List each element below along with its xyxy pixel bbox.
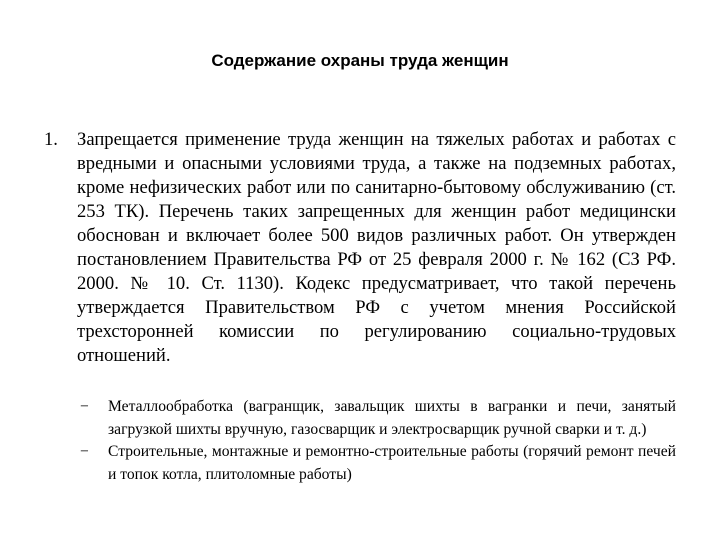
- sub-list-item-text: Металлообработка (вагранщик, завальщик шихты в вагранки и печи, занятый загрузкой шихты вручную, газосварщик и электросварщик ручной сварки и т. д.): [108, 398, 676, 438]
- sub-list-item: [80, 441, 676, 486]
- sub-list: [80, 396, 676, 486]
- sub-list-item-text: Строительные, монтажные и ремонтно-строительные работы (горячий ремонт печей и топок котла, плитоломные работы): [108, 443, 676, 483]
- sub-list-item: [80, 396, 676, 441]
- main-list-item-text: Запрещается применение труда женщин на тяжелых работах и работах с вредными и опасными условиями труда, а также на подземных работах, кроме нефизических работ или по санитарно-бытовому обслуживанию (ст. 253 ТК). Перечень таких запрещенных для женщин работ медицински обоснован и включает более 500 видов различных работ. Он утвержден постановлением Правительства РФ от 25 февраля 2000 г. № 162 (СЗ РФ. 2000. № 10. Ст. 1130). Кодекс предусматривает, что такой перечень утверждается Правительством РФ с учетом мнения Российской трехсторонней комиссии по регулированию социально-трудовых отношений.: [77, 129, 676, 366]
- main-list-item: [44, 128, 676, 368]
- list-item-number: 1.: [44, 129, 58, 150]
- dash-bullet-icon: −: [80, 398, 89, 415]
- dash-bullet-icon: −: [80, 443, 89, 460]
- slide-title: Содержание охраны труда женщин: [211, 51, 509, 70]
